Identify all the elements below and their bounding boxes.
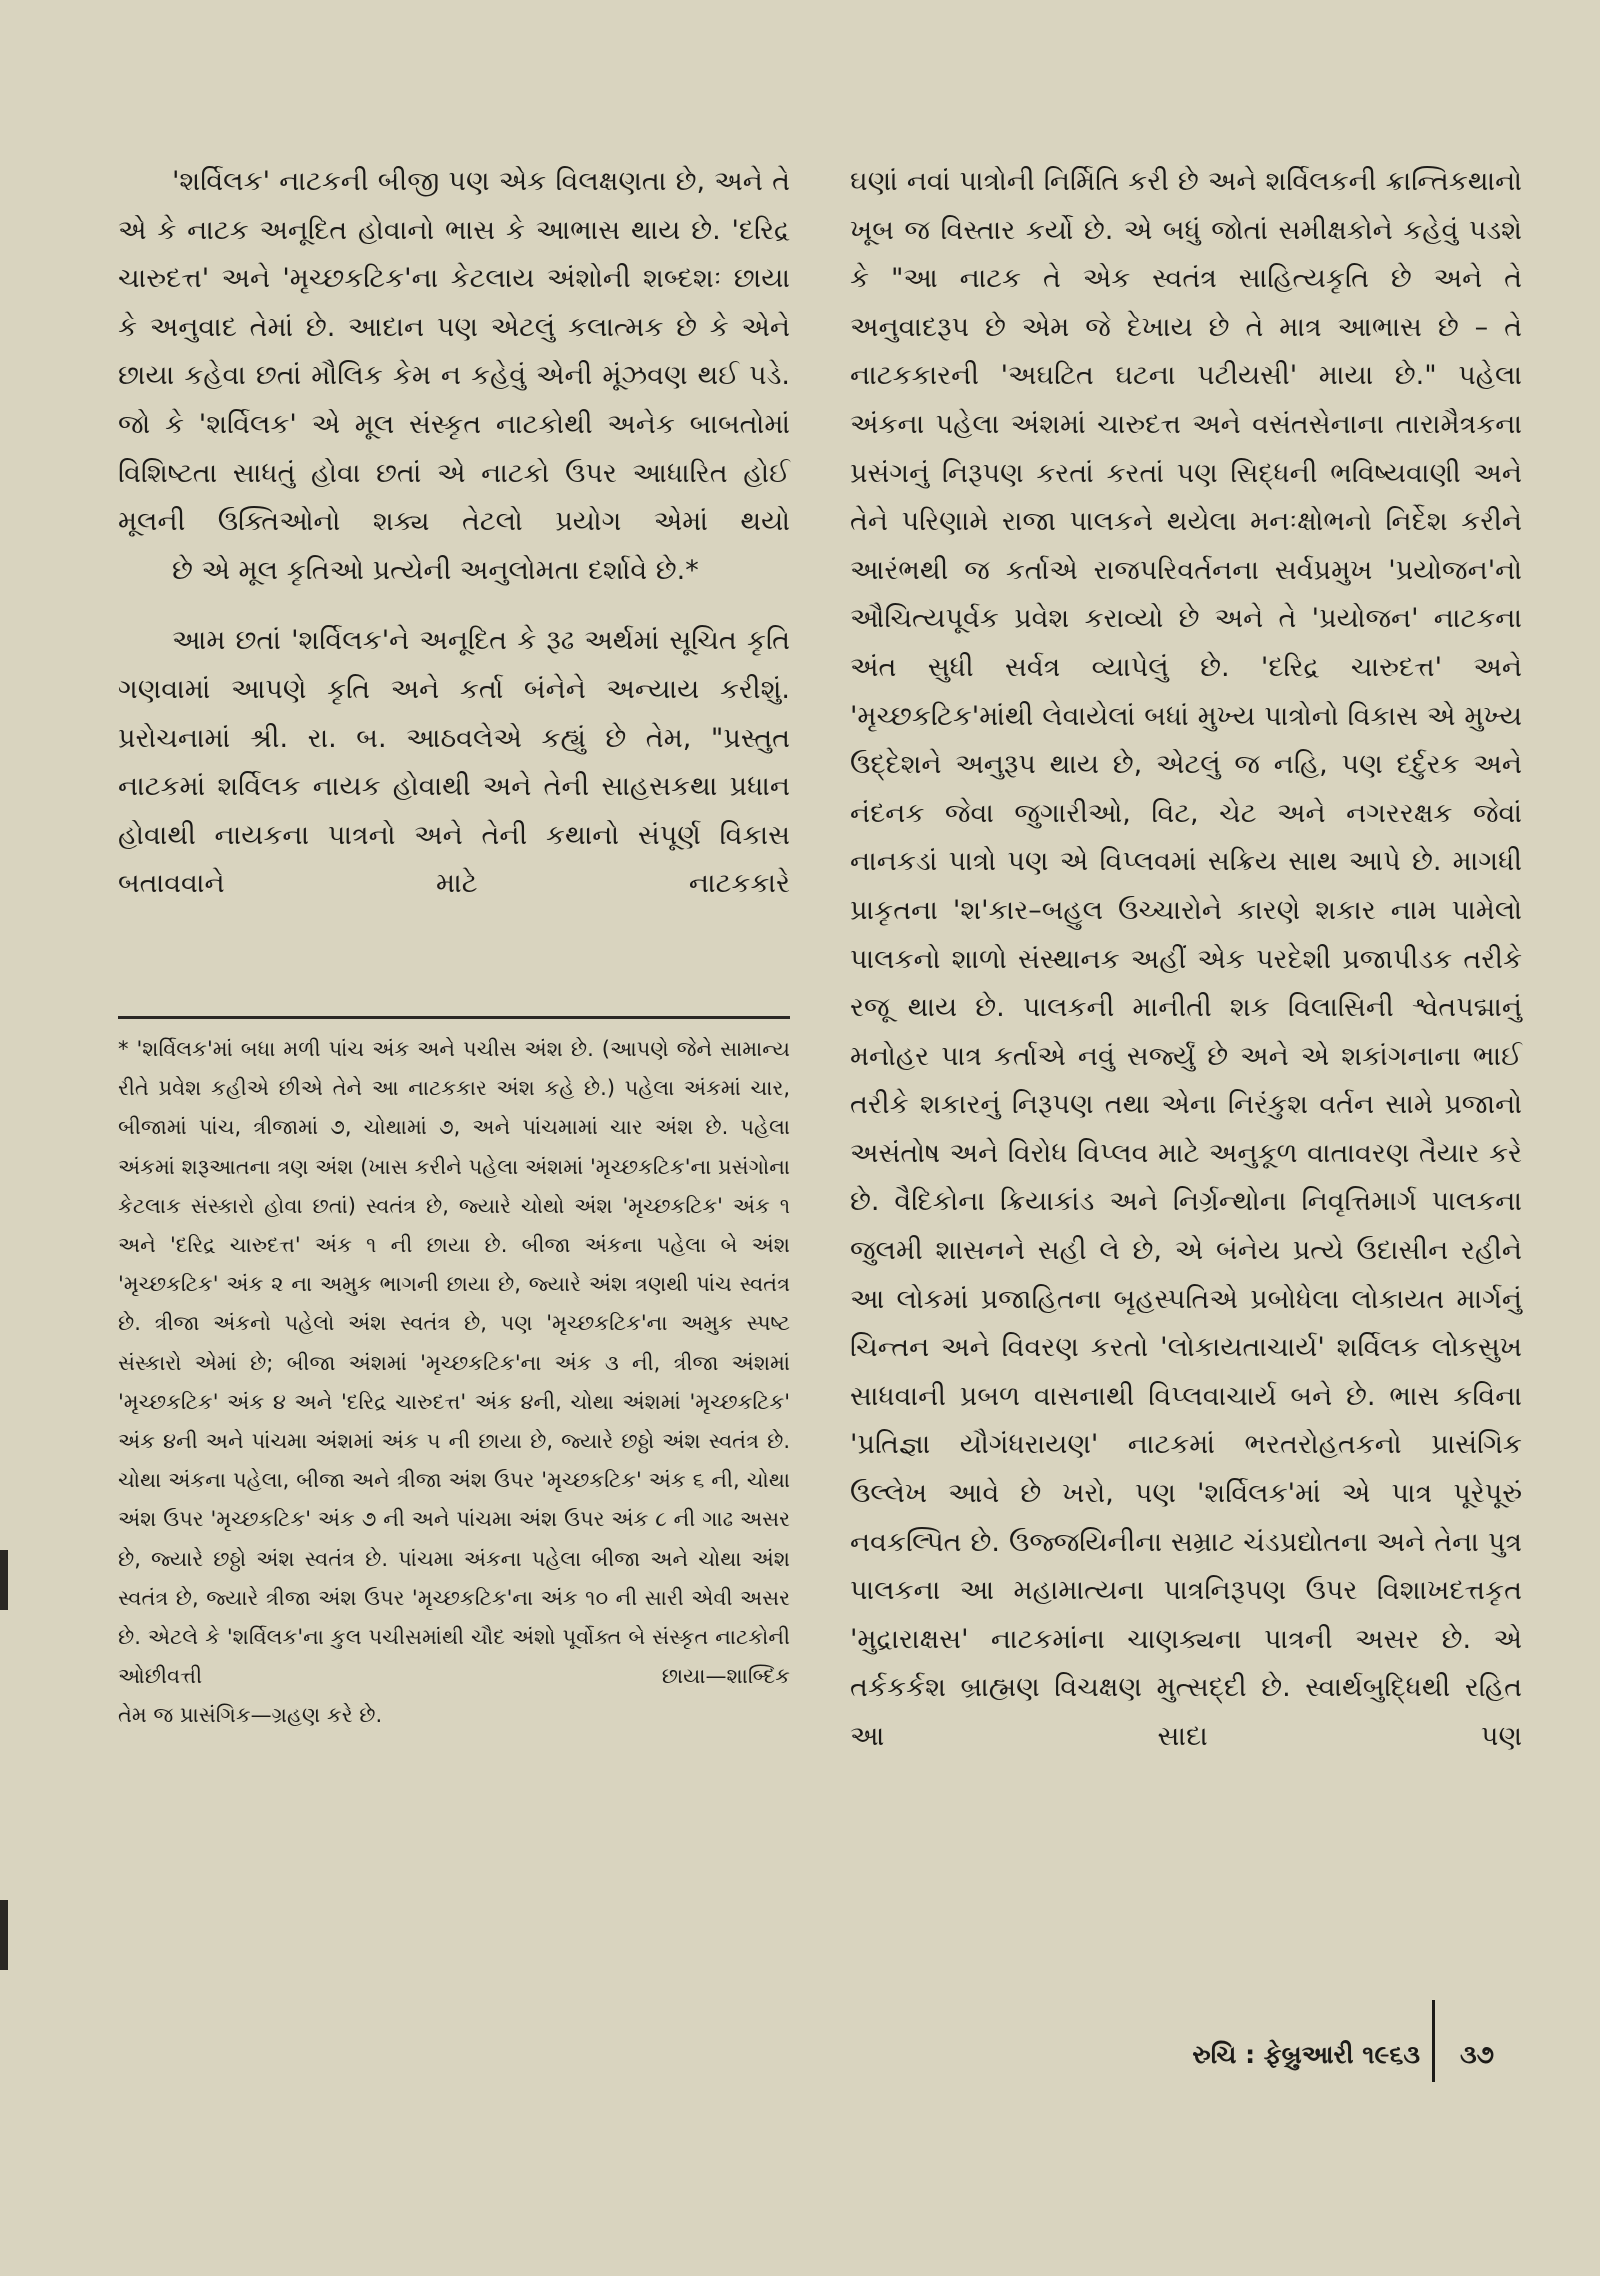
left-paragraph-1-body: 'શર્વિલક' નાટકની બીજી પણ એક વિલક્ષણતા છે, અને તે એ કે નાટક અનૂદિત હોવાનો ભાસ કે આભાસ થાય છે. 'દરિદ્ર ચારુદત્ત' અને 'મૃચ્છકટિક'ના કેટલાય અંશોની શબ્દશઃ છાયા કે અનુવાદ તેમાં છે. આદાન પણ એટલું કલાત્મક છે કે એને છાયા કહેવા છતાં મૌલિક કેમ ન કહેવું એની મૂંઝવણ થઈ પડે. જો કે 'શર્વિલક' એ મૂલ સંસ્કૃત નાટકોથી અનેક બાબતોમાં વિશિષ્ટતા સાધતું હોવા છતાં એ નાટકો ઉપર આધારિત હોઈ મૂલની ઉક્તિઓનો શક્ય તેટલો પ્રયોગ એમાં થયો xyxy=(118,166,790,538)
right-column xyxy=(850,158,1522,1762)
binding-mark xyxy=(0,1900,8,1970)
left-column xyxy=(118,158,790,909)
page-number: ૩૭ xyxy=(1460,2040,1495,2069)
footnote xyxy=(118,1030,790,1736)
footer-separator xyxy=(1432,2000,1435,2082)
left-paragraph-1 xyxy=(118,158,790,595)
footnote-body: * 'શર્વિલક'માં બધા મળી પાંચ અંક અને પચીસ અંશ છે. (આપણે જેને સામાન્ય રીતે પ્રવેશ કહીએ છીએ તેને આ નાટકકાર અંશ કહે છે.) પહેલા અંકમાં ચાર, બીજામાં પાંચ, ત્રીજામાં ૭, ચોથામાં ૭, અને પાંચમામાં ચાર અંશ છે. પહેલા અંકમાં શરૂઆતના ત્રણ અંશ (ખાસ કરીને પહેલા અંશમાં 'મૃચ્છકટિક'ના પ્રસંગોના કેટલાક સંસ્કારો હોવા છતાં) સ્વતંત્ર છે, જ્યારે ચોથો અંશ 'મૃચ્છકટિક' અંક ૧ અને 'દરિદ્ર ચારુદત્ત' અંક ૧ ની છાયા છે. બીજા અંકના પહેલા બે અંશ 'મૃચ્છકટિક' અંક ૨ ના અમુક ભાગની છાયા છે, જ્યારે અંશ ત્રણથી પાંચ સ્વતંત્ર છે. ત્રીજા અંકનો પહેલો અંશ સ્વતંત્ર છે, પણ 'મૃચ્છકટિક'ના અમુક સ્પષ્ટ સંસ્કારો એમાં છે; બીજા અંશમાં 'મૃચ્છકટિક'ના અંક ૩ ની, ત્રીજા અંશમાં 'મૃચ્છકટિક' અંક ૪ અને 'દરિદ્ર ચારુદત્ત' અંક ૪ની, ચોથા અંશમાં 'મૃચ્છકટિક' અંક ૪ની અને પાંચમા અંશમાં અંક ૫ ની છાયા છે, જ્યારે છઠ્ઠો અંશ સ્વતંત્ર છે. ચોથા અંકના પહેલા, બીજા અને ત્રીજા અંશ ઉપર 'મૃચ્છકટિક' અંક ૬ ની, ચોથા અંશ ઉપર 'મૃચ્છકટિક' અંક ૭ ની અને પાંચમા અંશ ઉપર અંક ૮ ની ગાઢ અસર છે, જ્યારે છઠ્ઠો અંશ સ્વતંત્ર છે. પાંચમા અંકના પહેલા બીજા અને ચોથા અંશ સ્વતંત્ર છે, જ્યારે ત્રીજા અંશ ઉપર 'મૃચ્છકટિક'ના અંક ૧૦ ની સારી એવી અસર છે. એટલે કે 'શર્વિલક'ના કુલ પચીસમાંથી ચૌદ અંશો પૂર્વોક્ત બે સંસ્કૃત નાટકોની ઓછીવત્તી છાયા—શાબ્દિક xyxy=(118,1037,790,1689)
footnote-divider xyxy=(118,1016,790,1019)
journal-footer: રુચિ : ફેબ્રુઆરી ૧૯૬૩ xyxy=(1192,2040,1420,2069)
left-paragraph-1-last-line: છે એ મૂલ કૃતિઓ પ્રત્યેની અનુલોમતા દર્શાવે છે.* xyxy=(172,554,699,586)
binding-mark xyxy=(0,1550,8,1610)
right-paragraph-1: ઘણાં નવાં પાત્રોની નિર્મિતિ કરી છે અને શર્વિલકની ક્રાન્તિકથાનો ખૂબ જ વિસ્તાર કર્યો છે. એ બધું જોતાં સમીક્ષકોને કહેવું પડશે કે "આ નાટક તે એક સ્વતંત્ર સાહિત્યકૃતિ છે અને તે અનુવાદરૂપ છે એમ જે દેખાય છે તે માત્ર આભાસ છે – તે નાટકકારની 'અઘટિત ઘટના પટીયસી' માયા છે." પહેલા અંકના પહેલા અંશમાં ચારુદત્ત અને વસંતસેનાના તારામૈત્રકના પ્રસંગનું નિરૂપણ કરતાં કરતાં પણ સિદ્ધની ભવિષ્યવાણી અને તેને પરિણામે રાજા પાલકને થયેલા મનઃક્ષોભનો નિર્દેશ કરીને આરંભથી જ કર્તાએ રાજપરિવર્તનના સર્વપ્રમુખ 'પ્રયોજન'નો ઔચિત્યપૂર્વક પ્રવેશ કરાવ્યો છે અને તે 'પ્રયોજન' નાટકના અંત સુધી સર્વત્ર વ્યાપેલું છે. 'દરિદ્ર ચારુદત્ત' અને 'મૃચ્છકટિક'માંથી લેવાયેલાં બધાં મુખ્ય પાત્રોનો વિકાસ એ મુખ્ય ઉદ્દેશને અનુરૂપ થાય છે, એટલું જ નહિ, પણ દર્દુરક અને નંદનક જેવા જુગારીઓ, વિટ, ચેટ અને નગરરક્ષક જેવાં નાનકડાં પાત્રો પણ એ વિપ્લવમાં સક્રિય સાથ આપે છે. માગધી પ્રાકૃતના 'શ'કાર–બહુલ ઉચ્ચારોને કારણે શકાર નામ પામેલો પાલકનો શાળો સંસ્થાનક અહીં એક પરદેશી પ્રજાપીડક તરીકે રજૂ થાય છે. પાલકની માનીતી શક વિલાસિની શ્વેતપદ્માનું મનોહર પાત્ર કર્તાએ નવું સર્જ્યું છે અને એ શકાંગનાના ભાઈ તરીકે શકારનું નિરૂપણ તથા એના નિરંકુશ વર્તન સામે પ્રજાનો અસંતોષ અને વિરોધ વિપ્લવ માટે અનુકૂળ વાતાવરણ તૈયાર કરે છે. વૈદિકોના ક્રિયાકાંડ અને નિર્ગ્રન્થોના નિવૃત્તિમાર્ગ પાલકના જુલમી શાસનને સહી લે છે, એ બંનેય પ્રત્યે ઉદાસીન રહીને આ લોકમાં પ્રજાહિતના બૃહસ્પતિએ પ્રબોધેલા લોકાયત માર્ગનું ચિન્તન અને વિવરણ કરતો 'લોકાયતાચાર્ય' શર્વિલક લોકસુખ સાધવાની પ્રબળ વાસનાથી વિપ્લવાચાર્ય બને છે. ભાસ કવિના 'પ્રતિજ્ઞા યૌગંધરાયણ' નાટકમાં ભરતરોહતકનો પ્રાસંગિક ઉલ્લેખ આવે છે ખરો, પણ 'શર્વિલક'માં એ પાત્ર પૂરેપૂરું નવકલ્પિત છે. ઉજ્જયિનીના સમ્રાટ ચંડપ્રદ્યોતના અને તેના પુત્ર પાલકના આ મહામાત્યના પાત્રનિરૂપણ ઉપર વિશાખદત્તકૃત 'મુદ્રારાક્ષસ' નાટકમાંના ચાણક્યના પાત્રની અસર છે. એ તર્કકર્કશ બ્રાહ્મણ વિચક્ષણ મુત્સદ્દી છે. સ્વાર્થબુદ્ધિથી રહિત આ સાદા પણ xyxy=(850,166,1522,1752)
footnote-last-line: તેમ જ પ્રાસંગિક—ગ્રહણ કરે છે. xyxy=(118,1703,383,1728)
left-paragraph-2: આમ છતાં 'શર્વિલક'ને અનૂદિત કે રૂઢ અર્થમાં સૂચિત કૃતિ ગણવામાં આપણે કૃતિ અને કર્તા બંનેને અન્યાય કરીશું. પ્રરોચનામાં શ્રી. રા. બ. આઠવલેએ કહ્યું છે તેમ, "પ્રસ્તુત નાટકમાં શર્વિલક નાયક હોવાથી અને તેની સાહસકથા પ્રધાન હોવાથી નાયકના પાત્રનો અને તેની કથાનો સંપૂર્ણ વિકાસ બતાવવાને માટે નાટકકારે xyxy=(118,625,790,900)
